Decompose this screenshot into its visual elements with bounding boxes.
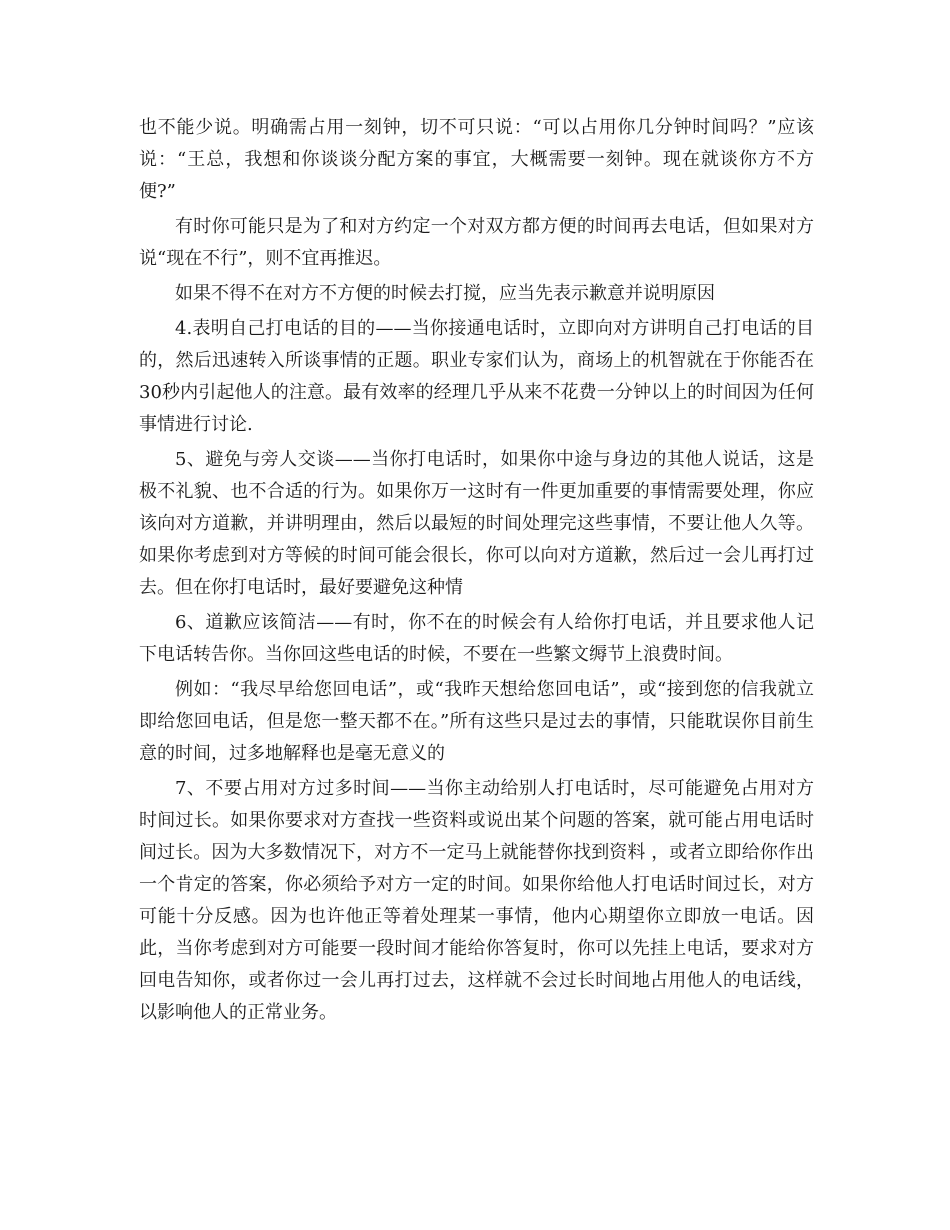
paragraph: 例如：“我尽早给您回电话”，或“我昨天想给您回电话”，或“接到您的信我就立即给您回电话，但是您一整天都不在。”所有这些只是过去的事情，只能耽误你目前生意的时间，过多地解释也是毫无意义的 [139, 679, 814, 764]
paragraph: 如果不得不在对方不方便的时候去打搅，应当先表示歉意并说明原因 [175, 283, 715, 304]
paragraph: 6、道歉应该简洁——有时，你不在的时候会有人给你打电话，并且要求他人记下电话转告你。当你回这些电话的时候，不要在一些繁文缛节上浪费时间。 [139, 612, 814, 665]
paragraph: 4.表明自己打电话的目的——当你接通电话时，立即向对方讲明自己打电话的目的，然后迅速转入所谈事情的正题。职业专家们认为，商场上的机智就在于你能否在30秒内引起他人的注意。最有效率的经理几乎从来不花费一分钟以上的时间因为任何事情进行讨论. [139, 318, 814, 435]
paragraph: 也不能少说。明确需占用一刻钟，切不可只说：“可以占用你几分钟时间吗？”应该说：“王总，我想和你谈谈分配方案的事宜，大概需要一刻钟。现在就谈你方不方便?” [139, 117, 814, 202]
paragraph: 有时你可能只是为了和对方约定一个对双方都方便的时间再去电话，但如果对方说“现在不行”，则不宜再推迟。 [139, 216, 814, 269]
paragraph: 7、不要占用对方过多时间——当你主动给别人打电话时，尽可能避免占用对方时间过长。如果你要求对方查找一些资料或说出某个问题的答案，就可能占用电话时间过长。因为大多数情况下，对方不一定马上就能替你找到资料 ，或者立即给你作出一个肯定的答案，你必须给予对方一定的时间。如果你给他人打电话时间过长，对方可能十分反感。因为也许他正等着处理某一事情，他内心期望你立即放一电话。因此，当你考虑到对方可能要一段时间才能给你答复时，你可以先挂上电话，要求对方回电告知你，或者你过一会儿再打过去，这样就不会过长时间地占用他人的电话线，以影响他人的正常业务。 [139, 778, 814, 1023]
paragraph: 5、避免与旁人交谈——当你打电话时，如果你中途与身边的其他人说话，这是极不礼貌、也不合适的行为。如果你万一这时有一件更加重要的事情需要处理，你应该向对方道歉，并讲明理由，然后以最短的时间处理完这些事情，不要让他人久等。如果你考虑到对方等候的时间可能会很长，你可以向对方道歉，然后过一会儿再打过去。但在你打电话时，最好要避免这种情 [139, 449, 814, 598]
document-body [139, 112, 814, 1032]
